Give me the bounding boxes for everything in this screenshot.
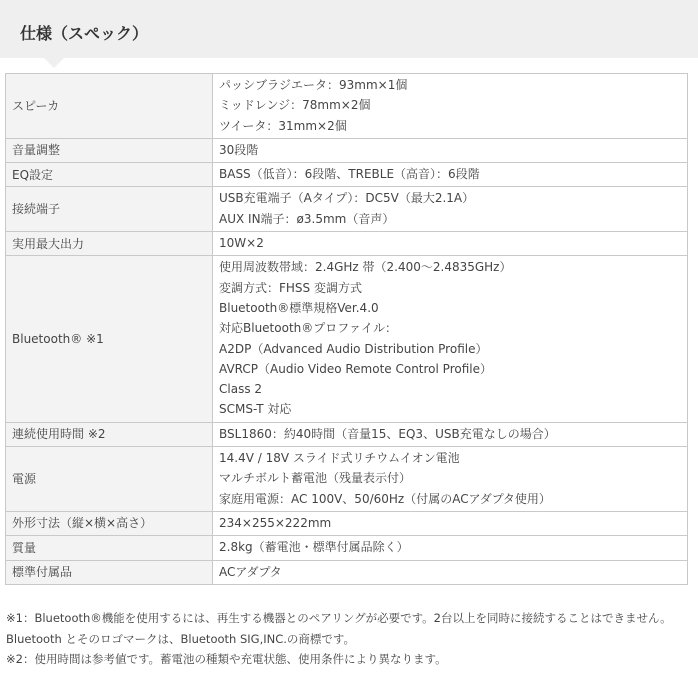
spec-value-line: BASS（低音）：6段階、TREBLE（高音）：6段階 <box>219 167 480 182</box>
spec-value-line: 2.8kg（蓄電池・標準付属品除く） <box>219 540 409 555</box>
spec-value-line: AUX IN端子：ø3.5mm（音声） <box>219 211 395 226</box>
spec-row <box>6 232 688 256</box>
spec-value-line: SCMS-T 対応 <box>219 402 292 417</box>
section-title: 仕様（スペック） <box>20 24 149 43</box>
footnote-1: ※1：Bluetooth®機能を使用するには、再生する機器とのペアリングが必要です。2台以上を同時に接続することはできません。Bluetooth とそのロゴマークは、Bluetooth SIG,INC.の商標です。 <box>6 611 672 646</box>
spec-value <box>213 138 688 162</box>
spec-label: 質量 <box>6 536 213 560</box>
spec-value-line: A2DP（Advanced Audio Distribution Profile） <box>219 341 488 356</box>
spec-value-line: ミッドレンジ：78mm×2個 <box>219 98 371 113</box>
spec-value <box>213 163 688 187</box>
spec-value-line: 使用周波数帯域：2.4GHz 帯（2.400～2.4835GHz） <box>219 260 512 275</box>
spec-value-line: ACアダプタ <box>219 564 282 579</box>
spec-row <box>6 447 688 512</box>
spec-value <box>213 560 688 584</box>
spec-value-line: 234×255×222mm <box>219 515 332 530</box>
spec-value-line: BSL1860：約40時間（音量15、EQ3、USB充電なしの場合） <box>219 426 556 441</box>
spec-label: 音量調整 <box>6 138 213 162</box>
spec-value <box>213 74 688 139</box>
spec-label: 連続使用時間 ※2 <box>6 422 213 446</box>
spec-value <box>213 256 688 422</box>
spec-row <box>6 163 688 187</box>
spec-value <box>213 422 688 446</box>
spec-label: 電源 <box>6 447 213 512</box>
spec-label: 外形寸法（縦×横×高さ） <box>6 511 213 535</box>
spec-row <box>6 256 688 422</box>
spec-value-line: 対応Bluetooth®プロファイル： <box>219 321 398 336</box>
spec-value-line: 10W×2 <box>219 236 264 251</box>
spec-row <box>6 536 688 560</box>
spec-value <box>213 447 688 512</box>
spec-value-line: Bluetooth®標準規格Ver.4.0 <box>219 300 379 315</box>
spec-value-line: パッシブラジエータ：93mm×1個 <box>219 78 408 92</box>
spec-value <box>213 232 688 256</box>
spec-row <box>6 74 688 139</box>
spec-value-line: USB充電端子（Aタイプ）：DC5V（最大2.1A） <box>219 191 475 206</box>
spec-value-line: AVRCP（Audio Video Remote Control Profile） <box>219 361 492 376</box>
spec-row <box>6 187 688 232</box>
spec-value-line: Class 2 <box>219 382 263 397</box>
header-pointer <box>44 58 64 68</box>
spec-table <box>5 73 688 585</box>
spec-value-line: 変調方式：FHSS 変調方式 <box>219 280 362 295</box>
spec-value <box>213 536 688 560</box>
spec-label: 接続端子 <box>6 187 213 232</box>
spec-row <box>6 511 688 535</box>
spec-value-line: 家庭用電源：AC 100V、50/60Hz（付属のACアダプタ使用） <box>219 491 551 506</box>
spec-row <box>6 138 688 162</box>
spec-value-line: 14.4V / 18V スライド式リチウムイオン電池 <box>219 451 460 466</box>
spec-label: 標準付属品 <box>6 560 213 584</box>
spec-label: Bluetooth® ※1 <box>6 256 213 422</box>
spec-label: スピーカ <box>6 74 213 139</box>
spec-label: 実用最大出力 <box>6 232 213 256</box>
spec-value-line: マルチボルト蓄電池（残量表示付） <box>219 471 412 486</box>
spec-label: EQ設定 <box>6 163 213 187</box>
section-header <box>0 0 698 58</box>
spec-value <box>213 511 688 535</box>
spec-value-line: ツイータ：31mm×2個 <box>219 118 347 133</box>
spec-row <box>6 560 688 584</box>
footnote-2: ※2：使用時間は参考値です。蓄電池の種類や充電状態、使用条件により異なります。 <box>6 652 447 666</box>
spec-value-line: 30段階 <box>219 142 259 157</box>
spec-value <box>213 187 688 232</box>
footnotes <box>6 608 692 670</box>
spec-row <box>6 422 688 446</box>
